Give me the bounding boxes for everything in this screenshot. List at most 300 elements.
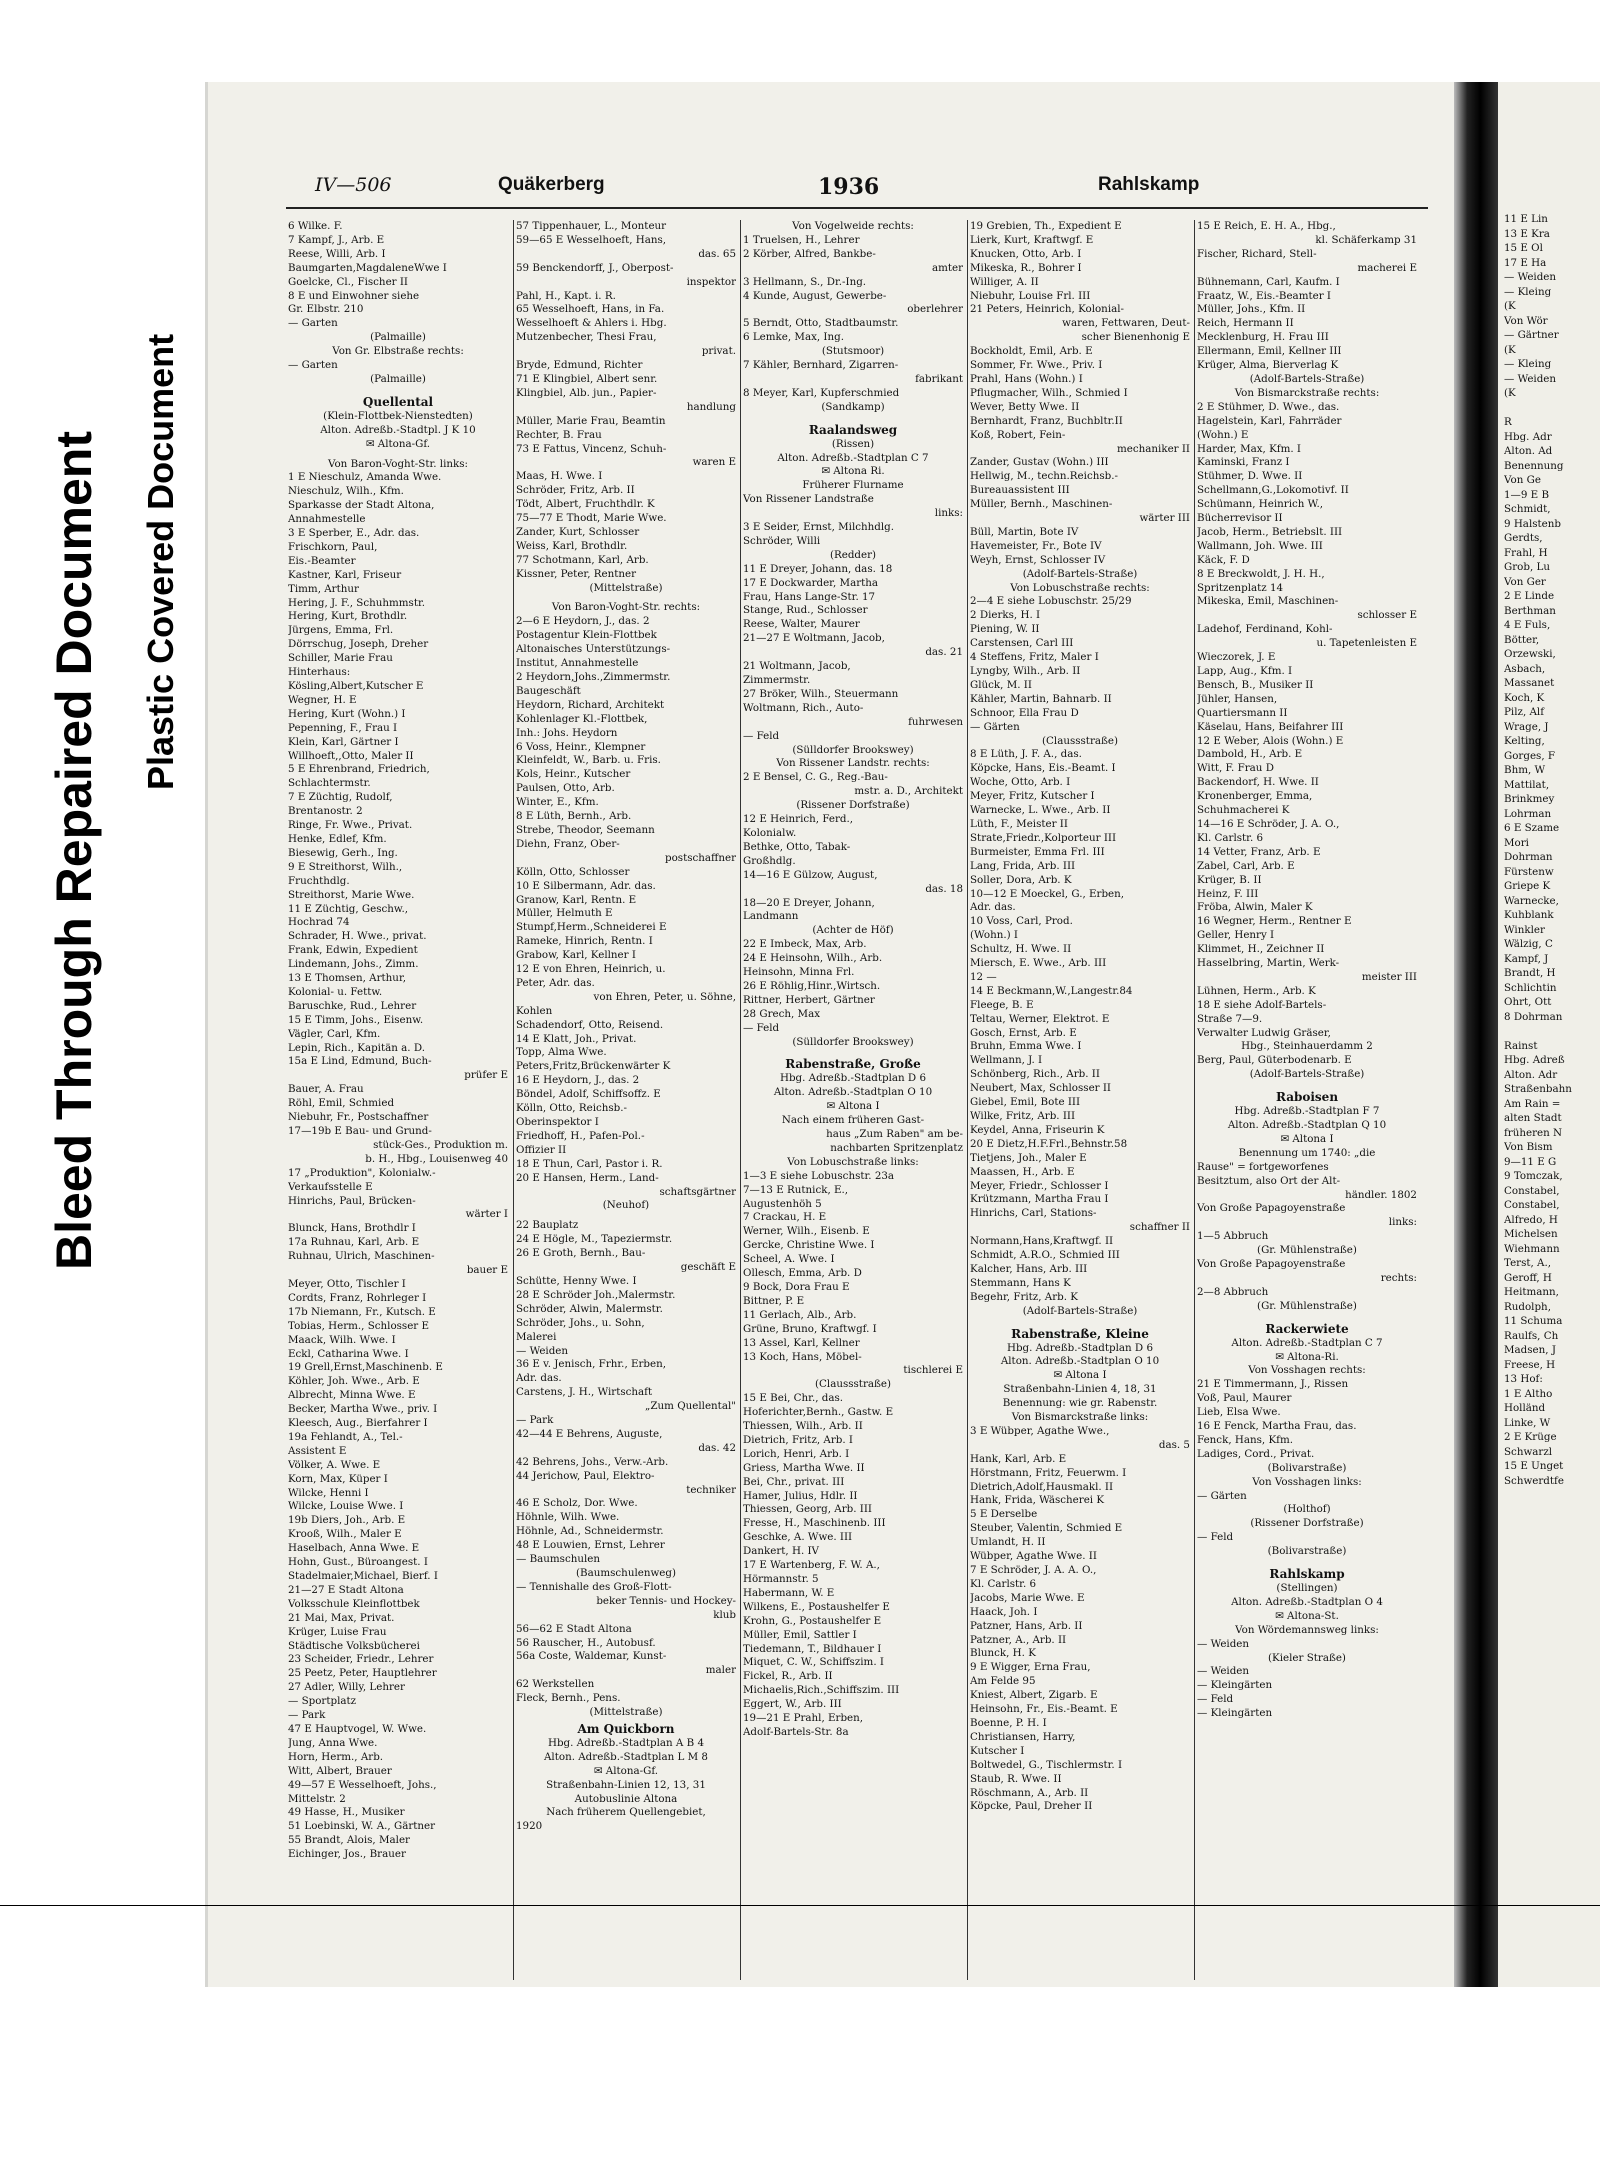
directory-line: ✉ Altona I xyxy=(1053,1369,1107,1382)
directory-line: 8 Meyer, Karl, Kupferschmied xyxy=(743,386,900,399)
directory-line: Mikeska, R., Bohrer I xyxy=(970,261,1082,274)
directory-line: Kastner, Karl, Friseur xyxy=(288,568,402,581)
directory-line: Rittner, Herbert, Gärtner xyxy=(743,993,875,1006)
directory-line: Bureauassistent III xyxy=(970,484,1070,497)
directory-line: Miersch, E. Wwe., Arb. III xyxy=(970,957,1107,970)
next-page-line: Straßenbahn xyxy=(1504,1083,1572,1095)
directory-line: Grabow, Karl, Kellner I xyxy=(516,949,636,962)
directory-line: — Tennishalle des Groß-Flott- xyxy=(516,1580,672,1593)
directory-line: 14—16 E Schröder, J. A. O., xyxy=(1197,817,1340,830)
next-page-line: (K xyxy=(1504,343,1516,356)
directory-line: Horn, Herm., Arb. xyxy=(288,1750,384,1763)
page-header xyxy=(208,174,1454,210)
directory-line: 19—21 E Prahl, Erben, xyxy=(743,1712,864,1725)
directory-line: Schrader, H. Wwe., privat. xyxy=(288,930,427,943)
directory-line: 56 Rauscher, H., Autobusf. xyxy=(516,1636,656,1649)
directory-line: Krooß, Wilh., Maler E xyxy=(288,1528,402,1541)
directory-line: 22 E Imbeck, Max, Arb. xyxy=(743,938,867,951)
directory-line: Jühler, Hansen, xyxy=(1197,692,1278,705)
directory-line: 59—65 E Wesselhoeft, Hans, xyxy=(516,233,667,246)
directory-page xyxy=(208,82,1455,1987)
directory-line: 3 E Wübper, Agathe Wwe., xyxy=(970,1424,1110,1437)
directory-line: Bernhardt, Franz, Buchbltr.II xyxy=(970,414,1123,427)
directory-line: das. 18 xyxy=(925,882,963,895)
directory-line: Von Wördemannsweg links: xyxy=(1235,1623,1379,1636)
directory-line: Hering, Kurt, Brothdlr. xyxy=(288,610,408,623)
directory-line: postschaffner xyxy=(665,851,736,864)
directory-line: Schuhmacherei K xyxy=(1197,804,1290,817)
directory-line: Berg, Paul, Güterbodenarb. E xyxy=(1197,1054,1352,1067)
directory-line: Piening, W. II xyxy=(970,623,1040,636)
directory-line: (Redder) xyxy=(829,548,877,561)
directory-line: (Rissen) xyxy=(831,437,875,450)
next-page-line: Am Rain = xyxy=(1504,1097,1561,1110)
directory-line: Steuber, Valentin, Schmied E xyxy=(970,1522,1123,1535)
directory-line: Teltau, Werner, Elektrot. E xyxy=(970,1012,1110,1025)
directory-line: Sommer, Fr. Wwe., Priv. I xyxy=(970,359,1103,372)
directory-line: Von Baron-Voght-Str. links: xyxy=(327,457,469,470)
directory-line: 8 E Lüth, J. F. A., das. xyxy=(970,748,1082,761)
directory-line: Hamer, Julius, Hdlr. II xyxy=(743,1489,858,1502)
directory-line: 28 Grech, Max xyxy=(743,1007,821,1020)
directory-line: fuhrwesen xyxy=(908,715,963,728)
directory-line: Maassen, H., Arb. E xyxy=(970,1165,1075,1178)
directory-line: Am Felde 95 xyxy=(970,1675,1036,1688)
directory-line: Backendorf, H. Wwe. II xyxy=(1197,776,1319,789)
directory-line: Jacob, Herm., Betriebslt. III xyxy=(1197,525,1343,538)
directory-line: Hbg. Adreßb.-Stadtplan A B 4 xyxy=(547,1736,705,1749)
directory-line: Goelcke, Cl., Fischer II xyxy=(288,275,408,288)
directory-line: Alton. Adreßb.-Stadtplan L M 8 xyxy=(544,1750,708,1763)
directory-line: Nieschulz, Wilh., Kfm. xyxy=(288,485,404,498)
directory-line: Hinterhaus: xyxy=(288,666,351,679)
directory-line: Fischer, Richard, Stell- xyxy=(1197,247,1317,260)
directory-line: 5 E Ehrenbrand, Friedrich, xyxy=(288,763,430,776)
next-page-line: — Gärtner xyxy=(1504,329,1559,341)
directory-line: Krützmann, Martha Frau I xyxy=(970,1193,1109,1206)
directory-line: Habermann, W. E xyxy=(743,1586,835,1599)
directory-line: 18—20 E Dreyer, Johann, xyxy=(743,896,875,909)
next-page-line: Alton. Adr xyxy=(1504,1068,1558,1081)
directory-line: Kolonial- u. Fettw. xyxy=(288,985,383,998)
directory-line: 8 E und Einwohner siehe xyxy=(288,289,420,302)
directory-line xyxy=(288,387,508,393)
directory-line: 6 Voss, Heinr., Klempner xyxy=(516,740,646,753)
directory-line: Jürgens, Emma, Frl. xyxy=(288,624,394,637)
directory-line: Hering, Kurt (Wohn.) I xyxy=(288,707,406,720)
directory-line: Stühmer, D. Wwe. II xyxy=(1197,470,1303,483)
directory-line: Giebel, Emil, Bote III xyxy=(970,1096,1081,1109)
directory-line: Hering, J. F., Schuhmmstr. xyxy=(288,596,426,609)
directory-line: Benennung: wie gr. Rabenstr. xyxy=(1002,1397,1158,1410)
directory-line: — Weiden xyxy=(516,1344,569,1357)
directory-line: Pepenning, F., Frau I xyxy=(288,721,398,734)
directory-line: Hbg. Adreßb.-Stadtplan F 7 xyxy=(1234,1105,1380,1118)
directory-line: 75—77 E Thodt, Marie Wwe. xyxy=(516,512,667,525)
next-page-line: Gerdts, xyxy=(1504,532,1543,544)
directory-line: Mikeska, Emil, Maschinen- xyxy=(1197,595,1339,608)
directory-line: Von Lobuschstraße links: xyxy=(787,1155,919,1168)
column-2 xyxy=(516,220,736,1834)
directory-line: Schadendorf, Otto, Reisend. xyxy=(516,1018,664,1031)
next-page-line: Winkler xyxy=(1504,923,1545,936)
directory-line: Willhoeft,,Otto, Maler II xyxy=(288,749,414,762)
directory-line: Fleege, B. E xyxy=(970,998,1034,1011)
directory-line: Streithorst, Marie Wwe. xyxy=(288,888,415,901)
directory-line: Wegner, H. E xyxy=(288,693,357,706)
directory-line: stück-Ges., Produktion m. xyxy=(373,1138,508,1151)
next-page-line: Ohrt, Ott xyxy=(1504,996,1552,1008)
next-page-line: 4 E Fuls, xyxy=(1504,619,1551,631)
directory-line: (Palmaille) xyxy=(370,331,426,344)
directory-line: Granow, Karl, Rentn. E xyxy=(516,893,637,906)
bleed-through-label: Bleed Through Repaired Document xyxy=(46,431,102,1270)
directory-line: oberlehrer xyxy=(907,303,963,316)
directory-line: Knucken, Otto, Arb. I xyxy=(970,247,1082,260)
directory-line: Krüger, B. II xyxy=(1197,873,1262,886)
directory-line: Annahmestelle xyxy=(288,513,366,526)
directory-line: 16 E Fenck, Martha Frau, das. xyxy=(1197,1420,1357,1433)
directory-line: Blunck, Hans, Brothdlr I xyxy=(288,1222,416,1235)
directory-line: Koß, Robert, Fein- xyxy=(970,428,1066,441)
directory-line: 17—19b E Bau- und Grund- xyxy=(288,1125,432,1137)
next-page-line: Von Wör xyxy=(1504,314,1548,327)
next-page-line: alten Stadt xyxy=(1504,1112,1562,1124)
directory-line: Verwalter Ludwig Gräser, xyxy=(1197,1026,1331,1039)
directory-line: ✉ Altona-Ri. xyxy=(1275,1350,1339,1363)
directory-line: Woche, Otto, Arb. I xyxy=(970,776,1071,789)
directory-line: Tödt, Albert, Fruchthdlr. K xyxy=(516,498,655,511)
directory-line: (Stellingen) xyxy=(1276,1582,1338,1594)
directory-line: Gosch, Ernst, Arb. E xyxy=(970,1026,1077,1039)
directory-line: 73 E Fattus, Vincenz, Schuh- xyxy=(516,442,667,455)
directory-line: Alton. Adreßb.-Stadtplan O 4 xyxy=(1231,1595,1383,1608)
directory-line: (Kieler Straße) xyxy=(1268,1651,1346,1664)
directory-line: Harder, Max, Kfm. I xyxy=(1197,442,1301,455)
next-page-column xyxy=(1504,212,1600,1488)
book-gutter xyxy=(1454,82,1498,1987)
directory-line: Carstensen, Carl III xyxy=(970,637,1074,650)
directory-line: 42 Behrens, Johs., Verw.-Arb. xyxy=(516,1455,669,1468)
directory-line: 1—3 E siehe Lobuschstr. 23a xyxy=(743,1169,895,1182)
directory-line: Hohn, Gust., Büroangest. I xyxy=(288,1556,428,1569)
directory-line: Käselau, Hans, Beifahrer III xyxy=(1197,720,1344,733)
directory-line: — Gärten xyxy=(970,720,1020,733)
directory-line: 2 E Stühmer, D. Wwe., das. xyxy=(1197,400,1340,413)
directory-line: Kohlenlager Kl.-Flottbek, xyxy=(516,712,648,725)
directory-line: Griess, Martha Wwe. II xyxy=(743,1461,865,1474)
directory-line: 14—16 E Gülzow, August, xyxy=(743,868,878,881)
directory-line: (Achter de Höf) xyxy=(812,924,894,937)
directory-line: 4 Steffens, Fritz, Maler I xyxy=(970,651,1099,664)
directory-line: Kölln, Otto, Schlosser xyxy=(516,865,630,878)
directory-line: Zabel, Carl, Arb. E xyxy=(1197,859,1295,872)
directory-line: 22 Bauplatz xyxy=(516,1219,579,1232)
directory-line: Wieczorek, J. E xyxy=(1197,651,1276,664)
directory-line: Alton. Adreßb.-Stadtplan C 7 xyxy=(777,451,929,464)
directory-line: — Weiden xyxy=(1197,1637,1250,1650)
directory-line: 5 Berndt, Otto, Stadtbaumstr. xyxy=(743,317,899,330)
directory-line: Keydel, Anna, Friseurin K xyxy=(970,1123,1105,1136)
next-page-line: Brandt, H xyxy=(1504,967,1556,979)
directory-line: Dietrich,Adolf,Hausmakl. II xyxy=(970,1480,1114,1493)
directory-line: 15 E Timm, Johs., Eisenw. xyxy=(288,1013,424,1026)
next-page-line: Terst, A., xyxy=(1504,1257,1552,1269)
next-page-line: Wrage, J xyxy=(1504,720,1549,733)
next-page-line: Lohrman xyxy=(1504,807,1552,820)
directory-line: Fröba, Alwin, Maler K xyxy=(1197,901,1313,914)
directory-line: 24 E Högle, M., Tapeziermstr. xyxy=(516,1233,673,1246)
next-page-line: 11 E Lin xyxy=(1504,213,1548,225)
directory-line: Von Große Papagoyenstraße xyxy=(1197,1258,1346,1271)
directory-line: 2 Heydorn,Johs.,Zimmermstr. xyxy=(516,671,671,683)
directory-line: Baruschke, Rud., Lehrer xyxy=(288,999,417,1012)
next-page-line: Bhm, W xyxy=(1504,764,1546,776)
directory-line: Bei, Chr., privat. III xyxy=(743,1475,845,1488)
next-page-line: 8 Dohrman xyxy=(1504,1010,1563,1023)
directory-line: 12 E Heinrich, Ferd., xyxy=(743,813,854,826)
next-page-edge xyxy=(1498,82,1600,1987)
directory-line: Ruhnau, Ulrich, Maschinen- xyxy=(288,1250,435,1263)
directory-line: tischlerei E xyxy=(903,1364,963,1377)
directory-line: Ellermann, Emil, Kellner III xyxy=(1197,345,1342,358)
directory-line: (Gr. Mühlenstraße) xyxy=(1257,1299,1357,1312)
directory-line: 3 E Seider, Ernst, Milchhdlg. xyxy=(743,521,895,534)
directory-line: Witt, Albert, Brauer xyxy=(288,1764,392,1777)
directory-line: handlung xyxy=(686,400,736,413)
directory-line: Autobuslinie Altona xyxy=(574,1792,678,1805)
header-rule xyxy=(286,207,1428,209)
directory-line: 14 E Klatt, Joh., Privat. xyxy=(516,1032,637,1045)
directory-line: 26 E Röhlig,Hinr.,Wirtsch. xyxy=(743,979,881,992)
directory-line: Werner, Wilh., Eisenb. E xyxy=(743,1225,870,1238)
next-page-line: Alton. Ad xyxy=(1504,445,1553,457)
directory-line: Ladehof, Ferdinand, Kohl- xyxy=(1197,623,1333,636)
directory-line: Hbg., Steinhauerdamm 2 xyxy=(1241,1040,1373,1053)
directory-line: 17 „Produktion", Kolonialw.- xyxy=(288,1166,436,1179)
next-page-line: Warnecke, xyxy=(1504,894,1559,907)
directory-line: (Mittelstraße) xyxy=(589,581,663,594)
directory-line: schaffner II xyxy=(1129,1221,1190,1234)
directory-line: Volksschule Kleinflottbek xyxy=(288,1597,420,1610)
directory-line: wärter I xyxy=(465,1208,508,1221)
directory-line: ✉ Altona I xyxy=(826,1100,880,1113)
directory-line: Kl. Carlstr. 6 xyxy=(970,1577,1037,1590)
directory-line: (Mittelstraße) xyxy=(589,1706,663,1719)
directory-line: Eis.-Beamter xyxy=(288,554,356,567)
directory-line: 5 E Derselbe xyxy=(970,1508,1038,1521)
column-3 xyxy=(743,220,963,1740)
next-page-line: 2 E Linde xyxy=(1504,590,1555,602)
directory-line: Rameke, Hinrich, Rentn. I xyxy=(516,935,653,948)
directory-line: Landmann xyxy=(743,910,799,923)
directory-line: Kols, Heinr., Kutscher xyxy=(516,768,631,781)
directory-line: Schellmann,G.,Lokomotivf. II xyxy=(1197,484,1349,497)
directory-line: (Adolf-Bartels-Straße) xyxy=(1249,372,1365,385)
directory-line: Büll, Martin, Bote IV xyxy=(970,525,1079,538)
directory-line: 27 Adler, Willy, Lehrer xyxy=(288,1681,405,1694)
directory-line: Tietjens, Joh., Maler E xyxy=(970,1151,1087,1164)
directory-line: Sparkasse der Stadt Altona, xyxy=(288,499,435,512)
directory-line: Gercke, Christine Wwe. I xyxy=(743,1239,875,1252)
directory-line: (Wohn.) I xyxy=(970,929,1018,942)
directory-line: Miquet, C. W., Schiffszim. I xyxy=(743,1656,884,1669)
directory-line: 9 Bock, Dora Frau E xyxy=(743,1280,850,1293)
directory-line: 1920 xyxy=(516,1820,543,1833)
directory-line: (Bolivarstraße) xyxy=(1267,1461,1347,1474)
next-page-line: Michelsen xyxy=(1504,1228,1558,1240)
directory-line: 49—57 E Wesselhoeft, Johs., xyxy=(288,1778,437,1791)
directory-line: 28 E Schröder Joh.,Malermstr. xyxy=(516,1288,676,1301)
next-page-line xyxy=(1504,401,1600,416)
next-page-line: Mattilat, xyxy=(1504,778,1550,791)
directory-line: kl. Schäferkamp 31 xyxy=(1315,233,1417,246)
directory-line: 1 E Nieschulz, Amanda Wwe. xyxy=(288,471,442,484)
directory-line: Heydorn, Richard, Architekt xyxy=(516,698,665,711)
directory-line: Höhnle, Wilh. Wwe. xyxy=(516,1511,620,1524)
directory-line: Fenck, Hans, Kfm. xyxy=(1197,1433,1293,1446)
directory-line: Peter, Adr. das. xyxy=(516,976,595,989)
directory-line xyxy=(1197,1082,1417,1088)
directory-line: Staub, R. Wwe. II xyxy=(970,1772,1062,1785)
directory-line: Oberinspektor I xyxy=(516,1116,599,1128)
next-page-line: Schwarzl xyxy=(1504,1445,1553,1458)
directory-line: Jacobs, Marie Wwe. E xyxy=(970,1591,1085,1604)
directory-line: Bücherrevisor II xyxy=(1197,512,1283,525)
next-page-line: Schmidt, xyxy=(1504,503,1551,515)
directory-line: Meyer, Otto, Tischler I xyxy=(288,1277,406,1290)
directory-line: Diehn, Franz, Ober- xyxy=(516,837,620,850)
directory-line: inspektor xyxy=(686,275,736,288)
column-divider xyxy=(740,220,741,1980)
directory-line: 26 E Groth, Bernh., Bau- xyxy=(516,1247,646,1260)
street-heading: Rabenstraße, Große xyxy=(785,1058,921,1072)
directory-line: (Rissener Dorfstraße) xyxy=(1250,1517,1364,1530)
directory-line: 17a Ruhnau, Karl, Arb. E xyxy=(288,1236,420,1249)
directory-line: Bethke, Otto, Tabak- xyxy=(743,840,851,853)
directory-line: 27 Bröker, Wilh., Steuermann xyxy=(743,687,899,700)
directory-line: Von Vogelweide rechts: xyxy=(792,220,914,232)
directory-line: 1—5 Abbruch xyxy=(1197,1230,1269,1243)
directory-line: Kronenberger, Emma, xyxy=(1197,790,1313,803)
next-page-line: Alfredo, H xyxy=(1504,1213,1558,1226)
next-page-line: Berthman xyxy=(1504,604,1556,617)
directory-line: Müller, Helmuth E xyxy=(516,907,613,920)
directory-line: Institut, Annahmestelle xyxy=(516,657,639,670)
directory-line: (Adolf-Bartels-Straße) xyxy=(1022,567,1138,580)
next-page-line: Kampf, J xyxy=(1504,952,1549,965)
directory-line: Augustenhöh 5 xyxy=(743,1197,822,1210)
directory-line: Haack, Joh. I xyxy=(970,1605,1038,1618)
directory-line: 19a Fehlandt, A., Tel.- xyxy=(288,1430,403,1443)
directory-line: Hank, Frida, Wäscherei K xyxy=(970,1494,1105,1507)
next-page-line: 9 Halstenb xyxy=(1504,517,1561,530)
directory-line: Tiedemann, T., Bildhauer I xyxy=(743,1642,882,1655)
directory-line: 46 E Scholz, Dor. Wwe. xyxy=(516,1497,638,1510)
directory-line: 2 E Bensel, C. G., Reg.-Bau- xyxy=(743,771,888,784)
directory-line: Maas, H. Wwe. I xyxy=(516,470,603,483)
directory-line: ✉ Altona I xyxy=(1280,1132,1334,1145)
directory-line: Altonaisches Unterstützungs- xyxy=(516,643,671,656)
directory-line: Pahl, H., Kapt. i. R. xyxy=(516,289,616,302)
directory-line: Wilcke, Louise Wwe. I xyxy=(288,1500,404,1513)
directory-line: maler xyxy=(705,1664,736,1677)
directory-line: Ringe, Fr. Wwe., Privat. xyxy=(288,819,413,832)
directory-line: Frau, Hans Lange-Str. 17 xyxy=(743,590,876,603)
directory-line: (Sülldorfer Brookswey) xyxy=(792,743,914,756)
directory-line: Haselbach, Anna Wwe. E xyxy=(288,1542,420,1555)
directory-line: Wilkens, E., Postaushelfer E xyxy=(743,1600,890,1613)
next-page-line: Frahl, H xyxy=(1504,546,1548,559)
next-page-line: — Kleing xyxy=(1504,285,1552,298)
directory-line: 13 Koch, Hans, Möbel- xyxy=(743,1350,862,1363)
directory-line: Reese, Willi, Arb. I xyxy=(288,247,386,260)
next-page-line: Wälzig, C xyxy=(1504,938,1553,950)
directory-line: Wever, Betty Wwe. II xyxy=(970,400,1080,413)
directory-line: 18 E Thun, Carl, Pastor i. R. xyxy=(516,1157,663,1170)
directory-line: Hasselbring, Martin, Werk- xyxy=(1197,957,1340,970)
directory-line: das. 65 xyxy=(698,247,736,260)
next-page-line: Griepe K xyxy=(1504,880,1551,892)
directory-line: Eichinger, Jos., Brauer xyxy=(288,1848,406,1861)
next-page-line: Kelting, xyxy=(1504,735,1545,747)
directory-line: Nach einem früheren Gast- xyxy=(781,1114,925,1127)
directory-line: ✉ Altona Ri. xyxy=(821,465,885,478)
directory-line: Rause" = fortgeworfenes xyxy=(1197,1160,1329,1173)
directory-line: 19b Diers, Joh., Arb. E xyxy=(288,1514,406,1527)
directory-line: (Sandkamp) xyxy=(821,400,885,413)
directory-line: 21 Peters, Heinrich, Kolonial- xyxy=(970,303,1125,316)
directory-line: 62 Werkstellen xyxy=(516,1678,595,1691)
directory-line: Neubert, Max, Schlosser II xyxy=(970,1082,1111,1095)
directory-line: Fruchthdlg. xyxy=(288,874,350,887)
directory-line: haus „Zum Raben" am be- xyxy=(826,1128,963,1140)
directory-line: — Garten xyxy=(288,359,338,372)
directory-line: „Zum Quellental" xyxy=(645,1400,736,1413)
directory-line: Kähler, Martin, Bahnarb. II xyxy=(970,692,1112,705)
directory-line: Krüger, Luise Frau xyxy=(288,1625,387,1638)
directory-line: Prahl, Hans (Wohn.) I xyxy=(970,372,1083,385)
directory-line: Geschke, A. Wwe. III xyxy=(743,1531,853,1544)
street-heading: Quellental xyxy=(362,395,434,409)
next-page-line: Freese, H xyxy=(1504,1358,1556,1371)
directory-line: (Neuhof) xyxy=(602,1199,650,1212)
directory-line: Gr. Elbstr. 210 xyxy=(288,303,364,316)
directory-line: 49 Hasse, H., Musiker xyxy=(288,1806,405,1819)
directory-line: 71 E Klingbiel, Albert senr. xyxy=(516,372,658,385)
next-page-line: Rudolph, xyxy=(1504,1300,1551,1313)
next-page-line: 1 E Altho xyxy=(1504,1387,1553,1400)
directory-line: Bauer, A. Frau xyxy=(288,1083,364,1096)
next-page-line: Pilz, Alf xyxy=(1504,706,1545,718)
directory-line: Alton. Adreßb.-Stadtpl. J K 10 xyxy=(320,423,476,436)
directory-line: 4 Kunde, August, Gewerbe- xyxy=(743,289,887,302)
directory-line: 13 E Thomsen, Arthur, xyxy=(288,972,407,985)
directory-line: 8 E Lüth, Bernh., Arb. xyxy=(516,810,632,823)
directory-line: 10 Voss, Carl, Prod. xyxy=(970,915,1073,928)
directory-line: Bühnemann, Carl, Kaufm. I xyxy=(1197,275,1340,288)
directory-line: Klimmet, H., Zeichner II xyxy=(1197,943,1325,956)
directory-line: Schröder, Willi xyxy=(743,534,821,547)
directory-line: Köpcke, Hans, Eis.-Beamt. I xyxy=(970,762,1116,775)
directory-line: 19 Grebien, Th., Expedient E xyxy=(970,220,1122,232)
directory-line: das. 42 xyxy=(698,1441,736,1454)
street-heading: Rahlskamp xyxy=(1269,1568,1345,1582)
directory-line: Vägler, Carl, Kfm. xyxy=(288,1027,381,1040)
directory-line: Alton. Adreßb.-Stadtplan O 10 xyxy=(773,1086,933,1099)
directory-line: — Kleingärten xyxy=(1197,1679,1273,1692)
directory-line: Glück, M. II xyxy=(970,678,1032,691)
